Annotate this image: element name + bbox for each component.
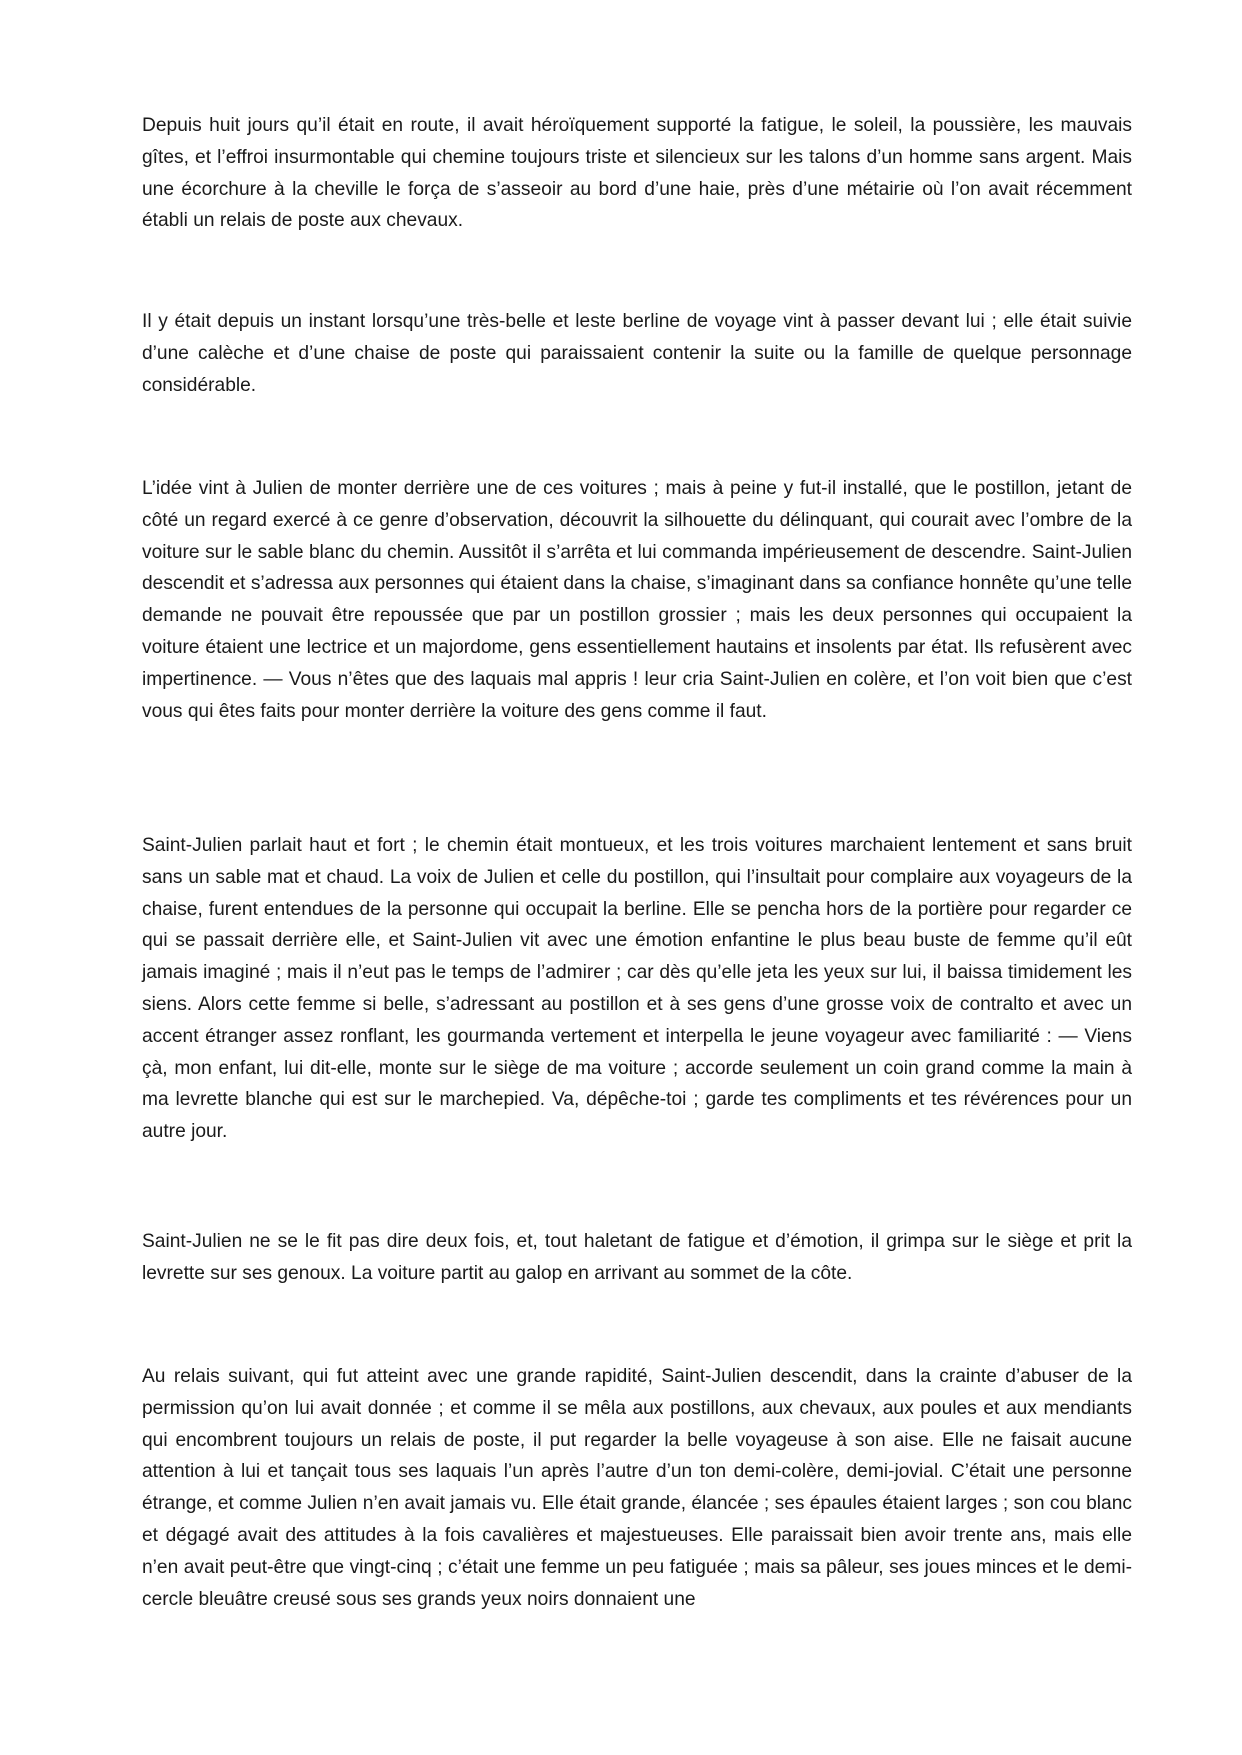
paragraph: Il y était depuis un instant lorsqu’une très-belle et leste berline de voyage vint à passer devant lui ; elle était suivie d’une calèche et d’une chaise de poste qui paraissaient contenir la suite ou la famille de quelque personnage considérable. [142, 311, 1132, 396]
paragraph: L’idée vint à Julien de monter derrière une de ces voitures ; mais à peine y fut-il installé, que le postillon, jetant de côté un regard exercé à ce genre d’observation, découvrit la silhouette du délinquant, qui courait avec l’ombre de la voiture sur le sable blanc du chemin. Aussitôt il s’arrêta et lui commanda impérieusement de descendre. Saint-Julien descendit et s’adressa aux personnes qui étaient dans la chaise, s’imaginant dans sa confiance honnête qu’une telle demande ne pouvait être repoussée que par un postillon grossier ; mais les deux personnes qui occupaient la voiture étaient une lectrice et un majordome, gens essentiellement hautains et insolents par état. Ils refusèrent avec impertinence. — Vous n’êtes que des laquais mal appris ! leur cria Saint-Julien en colère, et l’on voit bien que c’est vous qui êtes faits pour monter derrière la voiture des gens comme il faut. [142, 478, 1132, 722]
paragraph: Saint-Julien parlait haut et fort ; le chemin était montueux, et les trois voitures marchaient lentement et sans bruit sans un sable mat et chaud. La voix de Julien et celle du postillon, qui l’insultait pour complaire aux voyageurs de la chaise, furent entendues de la personne qui occupait la berline. Elle se pencha hors de la portière pour regarder ce qui se passait derrière elle, et Saint-Julien vit avec une émotion enfantine le plus beau buste de femme qu’il eût jamais imaginé ; mais il n’eut pas le temps de l’admirer ; car dès qu’elle jeta les yeux sur lui, il baissa timidement les siens. Alors cette femme si belle, s’adressant au postillon et à ses gens d’une grosse voix de contralto et avec un accent étranger assez ronflant, les gourmanda vertement et interpella le jeune voyageur avec familiarité : — Viens çà, mon enfant, lui dit-elle, monte sur le siège de ma voiture ; accorde seulement un coin grand comme la main à ma levrette blanche qui est sur le marchepied. Va, dépêche-toi ; garde tes compliments et tes révérences pour un autre jour. [142, 835, 1132, 1143]
paragraph: Saint-Julien ne se le fit pas dire deux fois, et, tout haletant de fatigue et d’émotion, il grimpa sur le siège et prit la levrette sur ses genoux. La voiture partit au galop en arrivant au sommet de la côte. [142, 1231, 1132, 1284]
paragraph: Depuis huit jours qu’il était en route, il avait héroïquement supporté la fatigue, le soleil, la poussière, les mauvais gîtes, et l’effroi insurmontable qui chemine toujours triste et silencieux sur les talons d’un homme sans argent. Mais une écorchure à la cheville le força de s’asseoir au bord d’une haie, près d’une métairie où l’on avait récemment établi un relais de poste aux chevaux. [142, 115, 1132, 232]
paragraph: Au relais suivant, qui fut atteint avec une grande rapidité, Saint-Julien descendit, dans la crainte d’abuser de la permission qu’on lui avait donnée ; et comme il se mêla aux postillons, aux chevaux, aux poules et aux mendiants qui encombrent toujours un relais de poste, il put regarder la belle voyageuse à son aise. Elle ne faisait aucune attention à lui et tançait tous ses laquais l’un après l’autre d’un ton demi-colère, demi-jovial. C’était une personne étrange, et comme Julien n’en avait jamais vu. Elle était grande, élancée ; ses épaules étaient larges ; son cou blanc et dégagé avait des attitudes à la fois cavalières et majestueuses. Elle paraissait bien avoir trente ans, mais elle n’en avait peut-être que vingt-cinq ; c’était une femme un peu fatiguée ; mais sa pâleur, ses joues minces et le demi-cercle bleuâtre creusé sous ses grands yeux noirs donnaient une [142, 1366, 1132, 1610]
